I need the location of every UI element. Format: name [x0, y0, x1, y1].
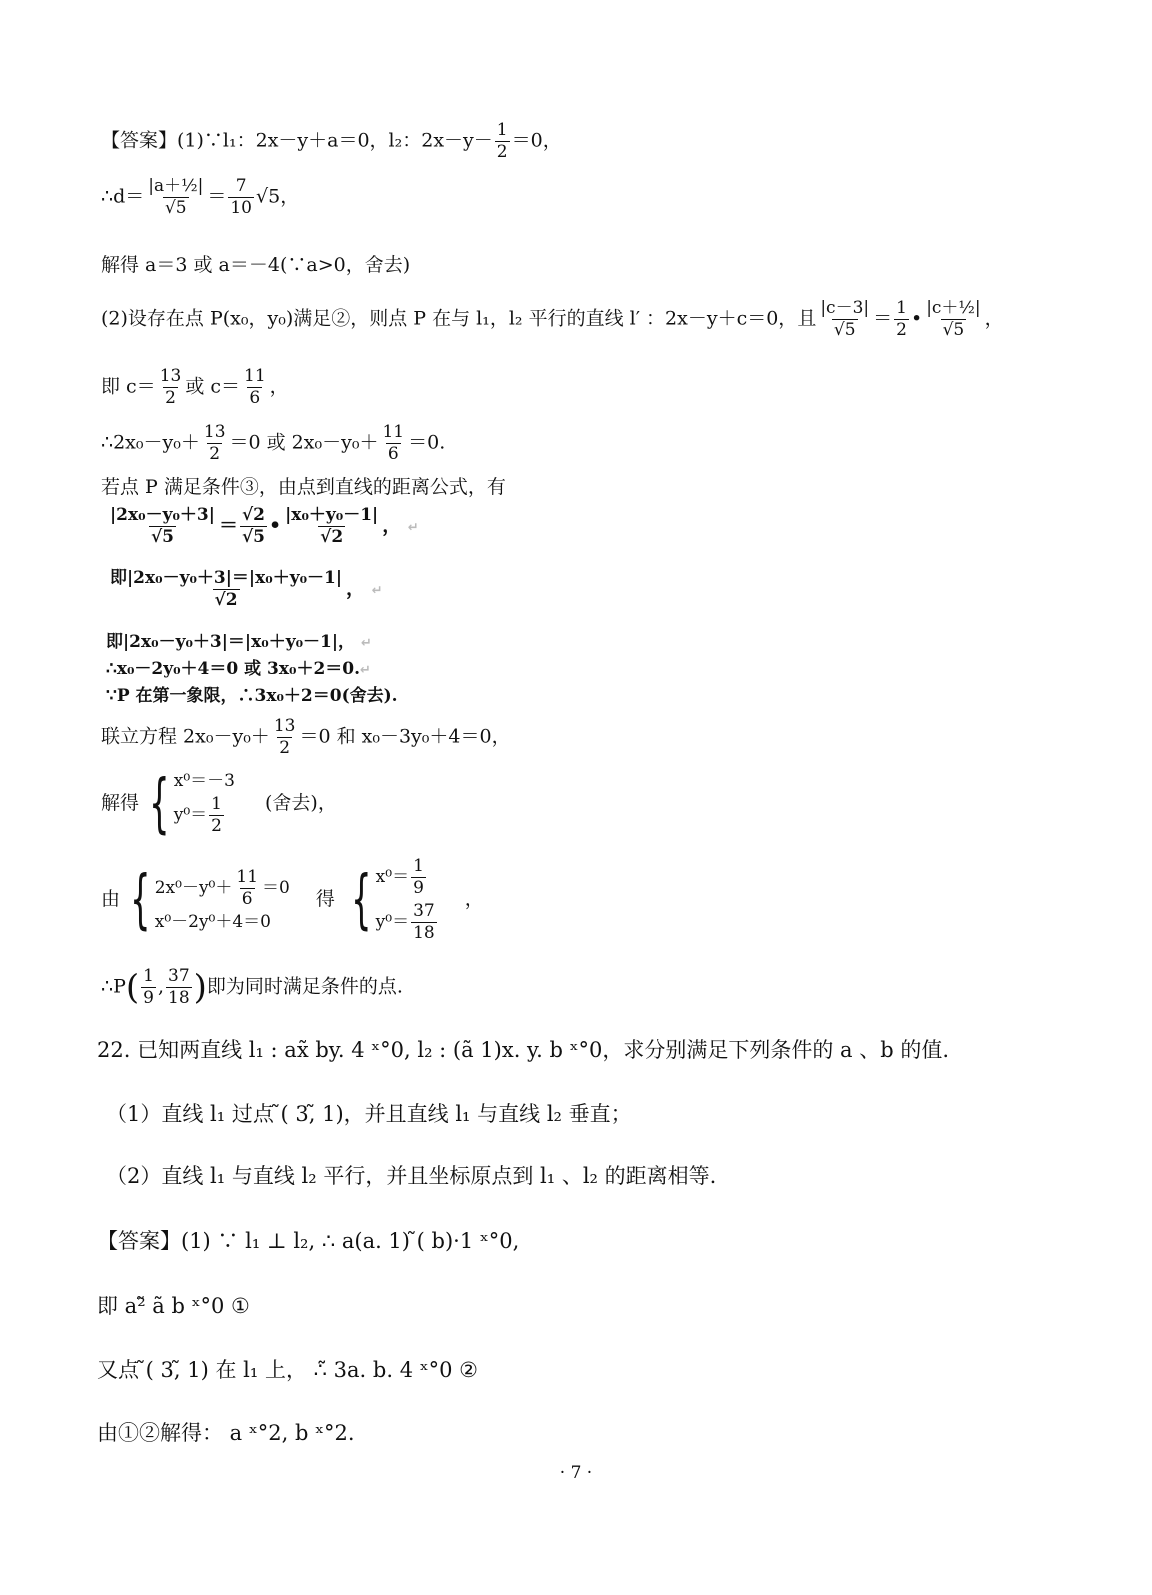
page-number: · 7 · — [559, 1463, 593, 1483]
point-conclusion: ∴P( $\frac{1}{9}$ , $\frac{37}{18}$ )即为同时满足条件的点. — [101, 966, 403, 1008]
quadrant-note: ∵P 在第一象限，∴3x₀＋2＝0(舍去). — [106, 686, 398, 706]
answer-1-text: 【答案】(1)∵l₁：2x－y＋a＝0，l₂：2x－y－ — [101, 129, 493, 152]
fraction: $\frac{\text{|x₀＋y₀－1|}}{√2}$ — [285, 505, 379, 547]
fraction: $\frac{\text{|a＋½|}}{√5}$ — [148, 176, 204, 218]
case-brace: { x⁰＝－3 y⁰＝ $\frac{1}{2}$ — [149, 767, 235, 841]
answer-1-intro: 【答案】(1)∵l₁：2x－y＋a＝0，l₂：2x－y－ $\frac{1}{2}$ ＝0， — [101, 120, 562, 162]
system-1-solution: 解得 { x⁰＝－3 y⁰＝ $\frac{1}{2}$ (舍去)， — [101, 767, 337, 841]
fraction: $\frac{1}{2}$ — [496, 120, 508, 162]
case-brace: { 2x⁰－y⁰＋ $\frac{11}{6}$ ＝0 x⁰－2y⁰＋4＝0 — [130, 863, 290, 937]
fraction: $\frac{\text{即|2x₀－y₀＋3|＝|x₀＋y₀－1|}}{√2}$ — [110, 568, 343, 610]
distance-formula: ∴d＝ $\frac{\text{|a＋½|}}{√5}$ ＝ $\frac{7}{10}$ √5， — [101, 176, 300, 218]
fraction: $\frac{1}{9}$ — [143, 966, 154, 1008]
question-22-part-1: （1）直线 l₁ 过点 ̃( 3,̃ 1)，并且直线 l₁ 与直线 l₂ 垂直； — [106, 1102, 632, 1126]
fraction: $\frac{1}{2}$ — [896, 298, 907, 340]
result-equations: ∴x₀－2y₀＋4＝0 或 3x₀＋2＝0.↵ — [106, 659, 371, 679]
answer-22-eq-1: 即 a²̃ ã b ˣ°0 ① — [97, 1294, 250, 1318]
return-mark-icon: ↵ — [371, 583, 383, 599]
fraction: $\frac{11}{6}$ — [382, 422, 405, 464]
fraction: $\frac{1}{9}$ — [413, 856, 424, 898]
fraction: $\frac{\text{|2x₀－y₀＋3|}}{√5}$ — [110, 505, 215, 547]
case-brace: { x⁰＝ $\frac{1}{9}$ y⁰＝ $\frac{37}{18}$ — [351, 856, 435, 943]
return-mark-icon: ↵ — [360, 663, 371, 678]
fraction: $\frac{\text{|c＋½|}}{√5}$ — [926, 298, 981, 340]
answer-22-eq-2: 又点 ̃( 3,̃ 1) 在 l₁ 上， ∴̃ 3a. b. 4 ˣ°0 ② — [97, 1358, 479, 1382]
absolute-equation: 即|2x₀－y₀＋3|＝|x₀＋y₀－1|， ↵ — [106, 632, 372, 652]
line-equations: ∴2x₀－y₀＋ $\frac{13}{2}$ ＝0 或 2x₀－y₀＋ $\frac{11}{6}$ ＝0. — [101, 422, 446, 464]
brace-icon: { — [351, 863, 372, 937]
question-22: 22. 已知两直线 l₁ : ax̃ by. 4 ˣ°0, l₂ : (ã 1)x. y. b ˣ°0，求分别满足下列条件的 a 、b 的值. — [97, 1038, 950, 1062]
fraction: $\frac{1}{2}$ — [211, 794, 222, 836]
system-2: 由 { 2x⁰－y⁰＋ $\frac{11}{6}$ ＝0 x⁰－2y⁰＋4＝0 得 { x⁰＝ $\frac{1}{9}$ y⁰＝ $\frac{37}{18}$ ， — [101, 856, 484, 943]
fraction: $\frac{11}{6}$ — [244, 366, 266, 408]
fraction: $\frac{11}{6}$ — [236, 867, 259, 909]
solve-a-line: 解得 a＝3 或 a＝－4(∵a>0，舍去) — [101, 254, 411, 276]
return-mark-icon: ↵ — [360, 636, 372, 651]
fraction: $\frac{37}{18}$ — [413, 901, 435, 943]
condition-3-line: 若点 P 满足条件③，由点到直线的距离公式，有 — [101, 476, 506, 498]
fraction: $\frac{7}{10}$ — [230, 176, 252, 218]
question-22-part-2: （2）直线 l₁ 与直线 l₂ 平行，并且坐标原点到 l₁ 、l₂ 的距离相等. — [106, 1164, 717, 1188]
system-1: 联立方程 2x₀－y₀＋ $\frac{13}{2}$ ＝0 和 x₀－3y₀＋4＝0， — [101, 716, 511, 758]
fraction: $\frac{√2}{√5}$ — [241, 505, 265, 547]
part-2-intro: (2)设存在点 P(x₀，y₀)满足②，则点 P 在与 l₁，l₂ 平行的直线 l′ ：2x－y＋c＝0，且 $\frac{|c-3|}{√5}$ ＝ $\frac{1}{2}$ • $\frac{\text{|c＋½|}}{√5}$ ， — [101, 298, 1004, 340]
fraction: $\frac{13}{2}$ — [159, 366, 182, 408]
brace-icon: { — [130, 863, 151, 937]
distance-equation: $\frac{\text{|2x₀－y₀＋3|}}{√5}$ ＝ $\frac{√2}{√5}$ • $\frac{\text{|x₀＋y₀－1|}}{√2}$ ， ↵ — [110, 505, 419, 547]
answer-22-solution: 由①②解得： a ˣ°2, b ˣ°2. — [97, 1421, 355, 1445]
fraction: $\frac{13}{2}$ — [273, 716, 296, 758]
return-mark-icon: ↵ — [407, 520, 419, 536]
equivalent-equation: $\frac{\text{即|2x₀－y₀＋3|＝|x₀＋y₀－1|}}{√2}$ ， ↵ — [110, 568, 383, 610]
fraction: $\frac{|c-3|}{√5}$ — [820, 298, 870, 340]
brace-icon: { — [149, 767, 170, 841]
fraction: $\frac{37}{18}$ — [168, 966, 190, 1008]
answer-22-part-1: 【答案】(1) ∵ l₁ ⊥ l₂, ∴ a(a. 1) ̃( b)·1 ˣ°0, — [97, 1229, 520, 1253]
c-values: 即 c＝ $\frac{13}{2}$ 或 c＝ $\frac{11}{6}$ ， — [101, 366, 289, 408]
fraction: $\frac{13}{2}$ — [203, 422, 226, 464]
